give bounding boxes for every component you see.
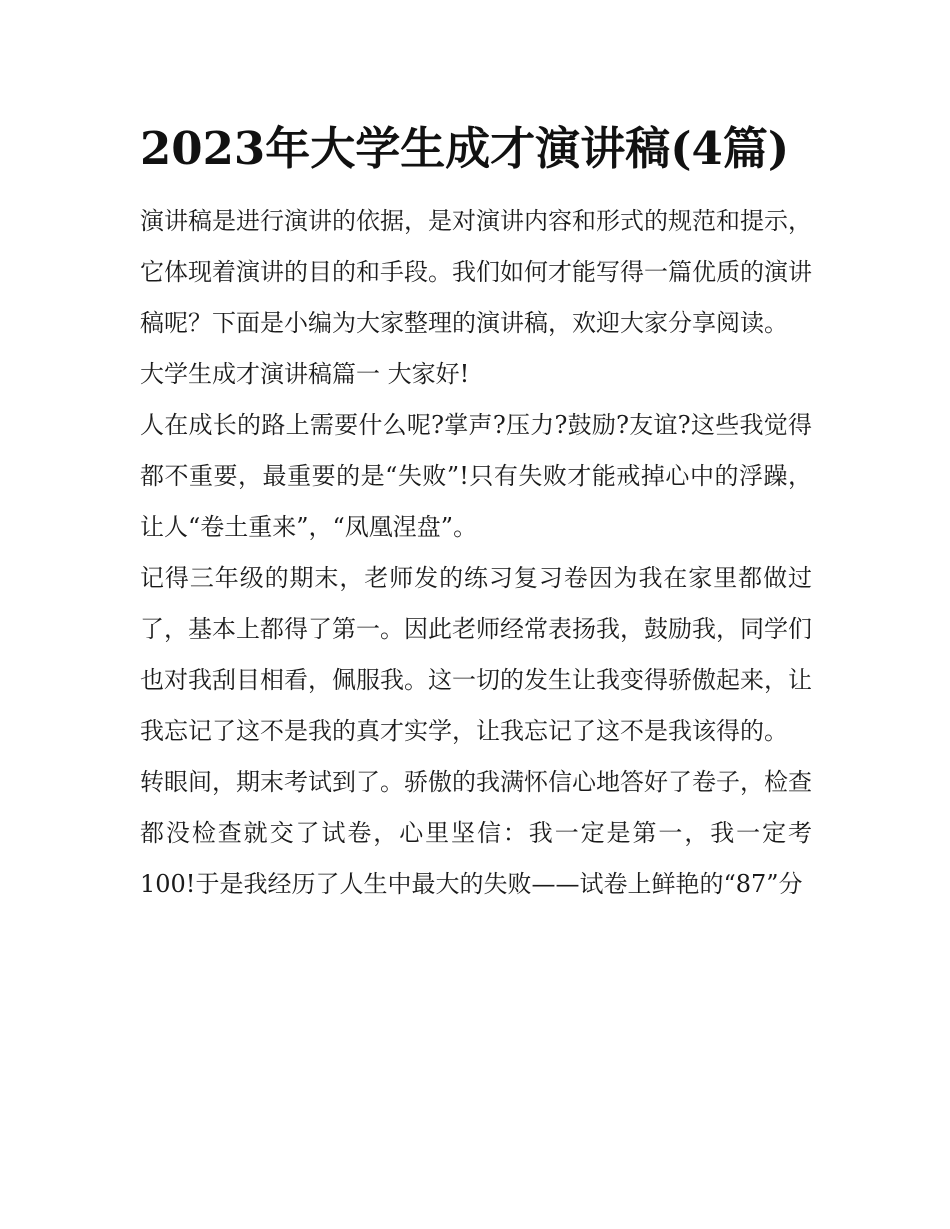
- document-page: [140, 112, 812, 910]
- body-paragraph: 转眼间，期末考试到了。骄傲的我满怀信心地答好了卷子，检查都没检查就交了试卷，心里坚信：我一定是第一，我一定考100!于是我经历了人生中最大的失败——试卷上鲜艳的“87”分: [140, 768, 812, 898]
- document-title: 2023年大学生成才演讲稿(4篇): [140, 122, 790, 175]
- body-paragraph: 人在成长的路上需要什么呢?掌声?压力?鼓励?友谊?这些我觉得都不重要，最重要的是“失败”!只有失败才能戒掉心中的浮躁，让人“卷土重来”，“凤凰涅盘”。: [140, 411, 812, 541]
- intro-paragraph: 演讲稿是进行演讲的依据，是对演讲内容和形式的规范和提示，它体现着演讲的目的和手段。我们如何才能写得一篇优质的演讲稿呢？下面是小编为大家整理的演讲稿，欢迎大家分享阅读。: [140, 207, 812, 337]
- body-paragraph: 记得三年级的期末，老师发的练习复习卷因为我在家里都做过了，基本上都得了第一。因此老师经常表扬我，鼓励我，同学们也对我刮目相看，佩服我。这一切的发生让我变得骄傲起来，让我忘记了这不是我的真才实学，让我忘记了这不是我该得的。: [140, 564, 812, 745]
- section-heading-paragraph: 大学生成才演讲稿篇一 大家好!: [140, 360, 470, 388]
